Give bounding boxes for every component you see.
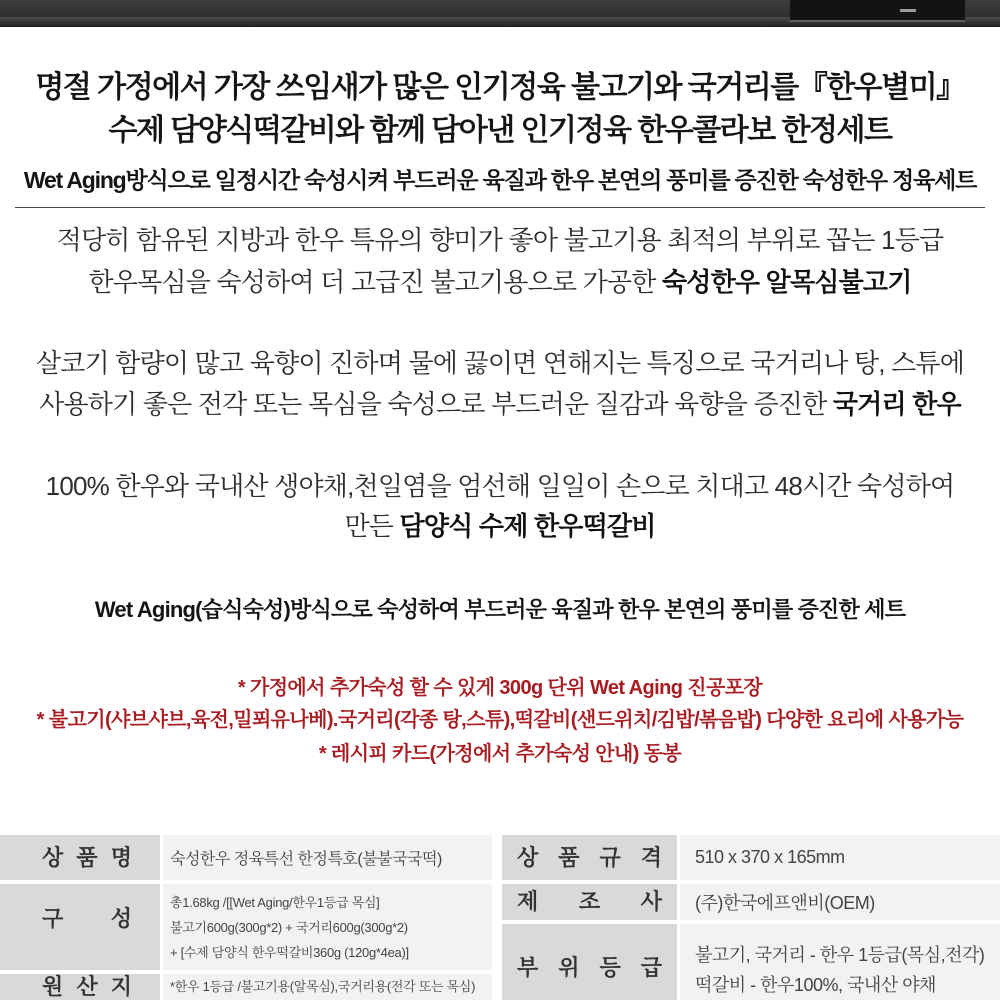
spec-value-line: + [수제 담양식 한우떡갈비360g (120g*4ea)] (170, 945, 409, 960)
spec-value-grade (680, 924, 1000, 1000)
spec-label-product-name (0, 835, 160, 880)
headline-line-2: 수제 담양식떡갈비와 함께 담아낸 인기정육 한우콜라보 한정세트 (108, 114, 892, 147)
spec-value-product-name (163, 835, 492, 880)
spec-label-grade (502, 924, 677, 1000)
product-photo-strip (0, 0, 1000, 27)
description-2-text: 사용하기 좋은 전각 또는 목심을 숙성으로 부드러운 질감과 육향을 증진한 (39, 389, 827, 419)
description-3-highlight: 담양식 수제 한우떡갈비 (399, 511, 656, 541)
headline-subtitle: Wet Aging방식으로 일정시간 숙성시켜 부드러운 육질과 한우 본연의 풍미를 증진한 숙성한우 정육세트 (23, 167, 977, 193)
description-3-line-2 (0, 508, 1000, 544)
description-3-line-1: 100% 한우와 국내산 생야채,천일염을 엄선해 일일이 손으로 치대고 48시간 숙성하여 (45, 471, 955, 501)
description-2-line-1: 살코기 함량이 많고 육향이 진하며 물에 끓이면 연해지는 특징으로 국거리나 탕, 스튜에 (35, 348, 965, 378)
spec-value-text: (주)한국에프앤비(OEM) (695, 893, 875, 913)
spec-label-text: 상 품 명 (42, 844, 132, 870)
spec-label-manufacturer (502, 884, 677, 920)
description-1-text: 한우목심을 숙성하여 더 고급진 불고기용으로 가공한 (88, 267, 656, 297)
spec-value-line: 총1.68kg /[[Wet Aging/한우1등급 목심] (170, 895, 380, 910)
note-recipe-card: * 레시피 카드(가정에서 추가숙성 안내) 동봉 (318, 743, 682, 765)
headline-line-1: 명절 가정에서 가장 쓰임새가 많은 인기정육 불고기와 국거리를『한우별미』 (35, 71, 965, 104)
photo-box-mark (900, 9, 916, 12)
spec-value-composition (163, 884, 492, 970)
spec-label-dimensions (502, 835, 677, 880)
spec-value-text: 숙성한우 정육특선 한정특호(불불국국떡) (170, 851, 442, 868)
spec-value-line: 떡갈비 - 한우100%, 국내산 야채 (695, 975, 936, 995)
spec-value-line: *한우 1등급 /불고기용(알목심),국거리용(전각 또는 목심) (170, 979, 476, 994)
photo-gift-box (790, 0, 965, 22)
description-1-line-2 (0, 264, 1000, 300)
spec-label-composition (0, 884, 160, 970)
note-vacuum-pack: * 가정에서 추가숙성 할 수 있게 300g 단위 Wet Aging 진공포장 (237, 677, 763, 699)
note-usage: * 불고기(샤브샤브,육전,밀푀유나베).국거리(각종 탕,스튜),떡갈비(샌드위치/김밥/볶음밥) 다양한 요리에 사용가능 (36, 709, 964, 731)
description-1-line-1: 적당히 함유된 지방과 한우 특유의 향미가 좋아 불고기용 최적의 부위로 꼽는 1등급 (56, 225, 944, 255)
description-1-highlight: 숙성한우 알목심불고기 (661, 267, 912, 297)
aging-statement: Wet Aging(습식숙성)방식으로 숙성하여 부드러운 육질과 한우 본연의 풍미를 증진한 세트 (94, 597, 906, 622)
spec-label-text: 원 산 지 (42, 974, 132, 999)
headline-divider (15, 207, 985, 208)
spec-value-text: 510 x 370 x 165mm (695, 847, 845, 867)
spec-value-manufacturer (680, 884, 1000, 920)
spec-label-text: 상 품 규 격 (517, 844, 662, 870)
spec-label-text: 부 위 등 급 (517, 955, 662, 980)
spec-label-origin (0, 974, 160, 1000)
spec-value-origin (163, 974, 492, 1000)
spec-label-text: 구 성 (42, 906, 132, 931)
description-2-line-2 (0, 386, 1000, 422)
spec-value-line: 불고기600g(300g*2) + 국거리600g(300g*2) (170, 920, 408, 935)
spec-value-dimensions (680, 835, 1000, 880)
spec-label-text: 제 조 사 (517, 889, 662, 914)
description-2-highlight: 국거리 한우 (832, 389, 961, 419)
spec-value-line: 불고기, 국거리 - 한우 1등급(목심,전각) (695, 945, 985, 965)
description-3-text: 만든 (344, 511, 394, 541)
